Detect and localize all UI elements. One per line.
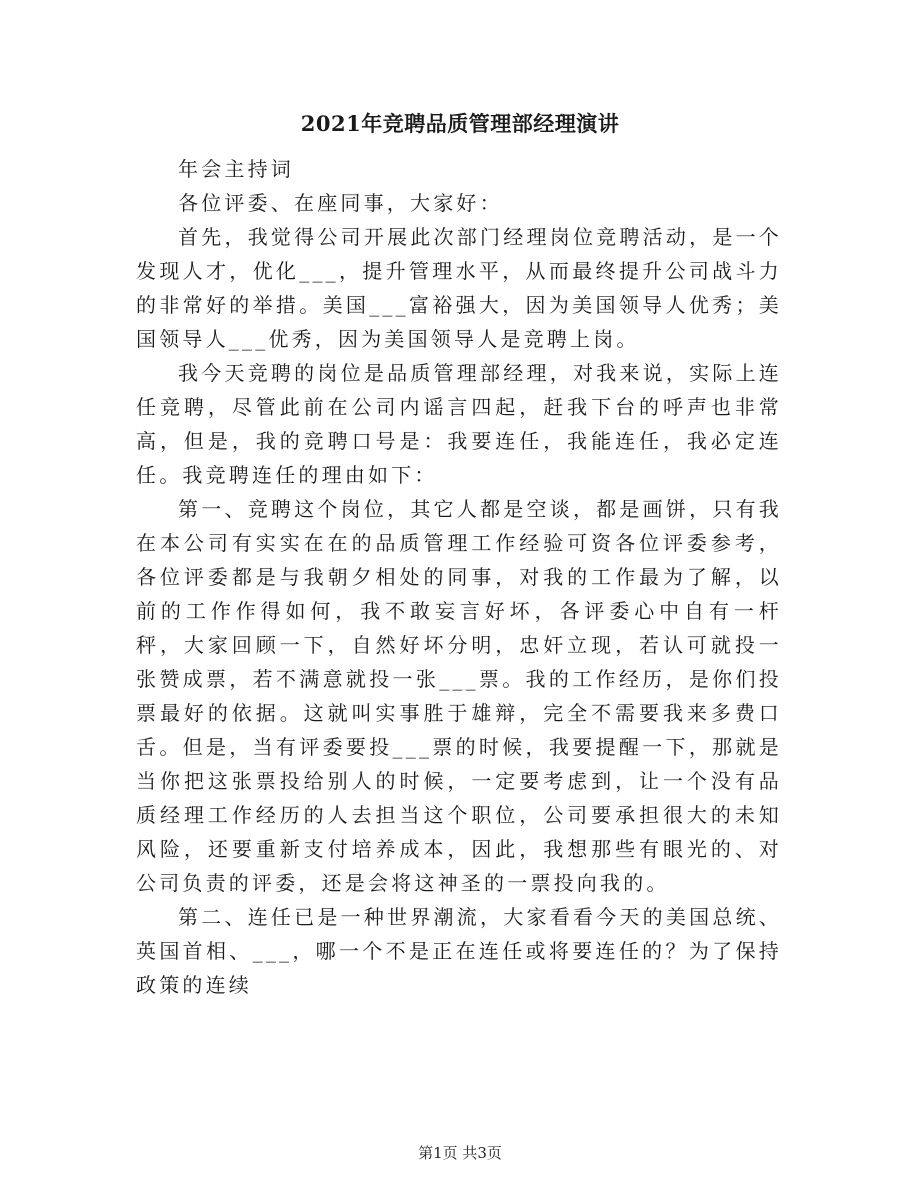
paragraph-reason-one: 第一、竞聘这个岗位，其它人都是空谈，都是画饼，只有我在本公司有实实在在的品质管理工作经验可资各位评委参考，各位评委都是与我朝夕相处的同事，对我的工作最为了解，以前的工作作得如何，我不敢妄言好坏，各评委心中自有一杆秤，大家回顾一下，自然好坏分明，忠奸立现，若认可就投一张赞成票，若不满意就投一张___票。我的工作经历，是你们投票最好的依据。这就叫实事胜于雄辩，完全不需要我来多费口舌。但是，当有评委要投___票的时候，我要提醒一下，那就是当你把这张票投给别人的时候，一定要考虑到，让一个没有品质经理工作经历的人去担当这个职位，公司要承担很大的未知风险，还要重新支付培养成本，因此，我想那些有眼光的、对公司负责的评委，还是会将这神圣的一票投向我的。 — [136, 497, 782, 895]
page-number-footer: 第1页 共3页 — [418, 1144, 502, 1162]
paragraph-greeting: 各位评委、在座同事，大家好： — [178, 191, 503, 215]
paragraph-heading: 年会主持词 — [178, 157, 294, 181]
paragraph-intro: 首先，我觉得公司开展此次部门经理岗位竞聘活动，是一个发现人才，优化___，提升管理水平，从而最终提升公司战斗力的非常好的举措。美国___富裕强大，因为美国领导人优秀；美国领导人___优秀，因为美国领导人是竞聘上岗。 — [136, 225, 782, 351]
paragraph-reason-two: 第二、连任已是一种世界潮流，大家看看今天的美国总统、英国首相、___，哪一个不是正在连任或将要连任的？为了保持政策的连续 — [136, 905, 782, 997]
document-title: 2021年竞聘品质管理部经理演讲 — [300, 111, 620, 136]
document-body — [136, 152, 782, 1002]
paragraph-position: 我今天竞聘的岗位是品质管理部经理，对我来说，实际上连任竞聘，尽管此前在公司内谣言四起，赶我下台的呼声也非常高，但是，我的竞聘口号是：我要连任，我能连任，我必定连任。我竞聘连任的理由如下： — [136, 361, 782, 487]
